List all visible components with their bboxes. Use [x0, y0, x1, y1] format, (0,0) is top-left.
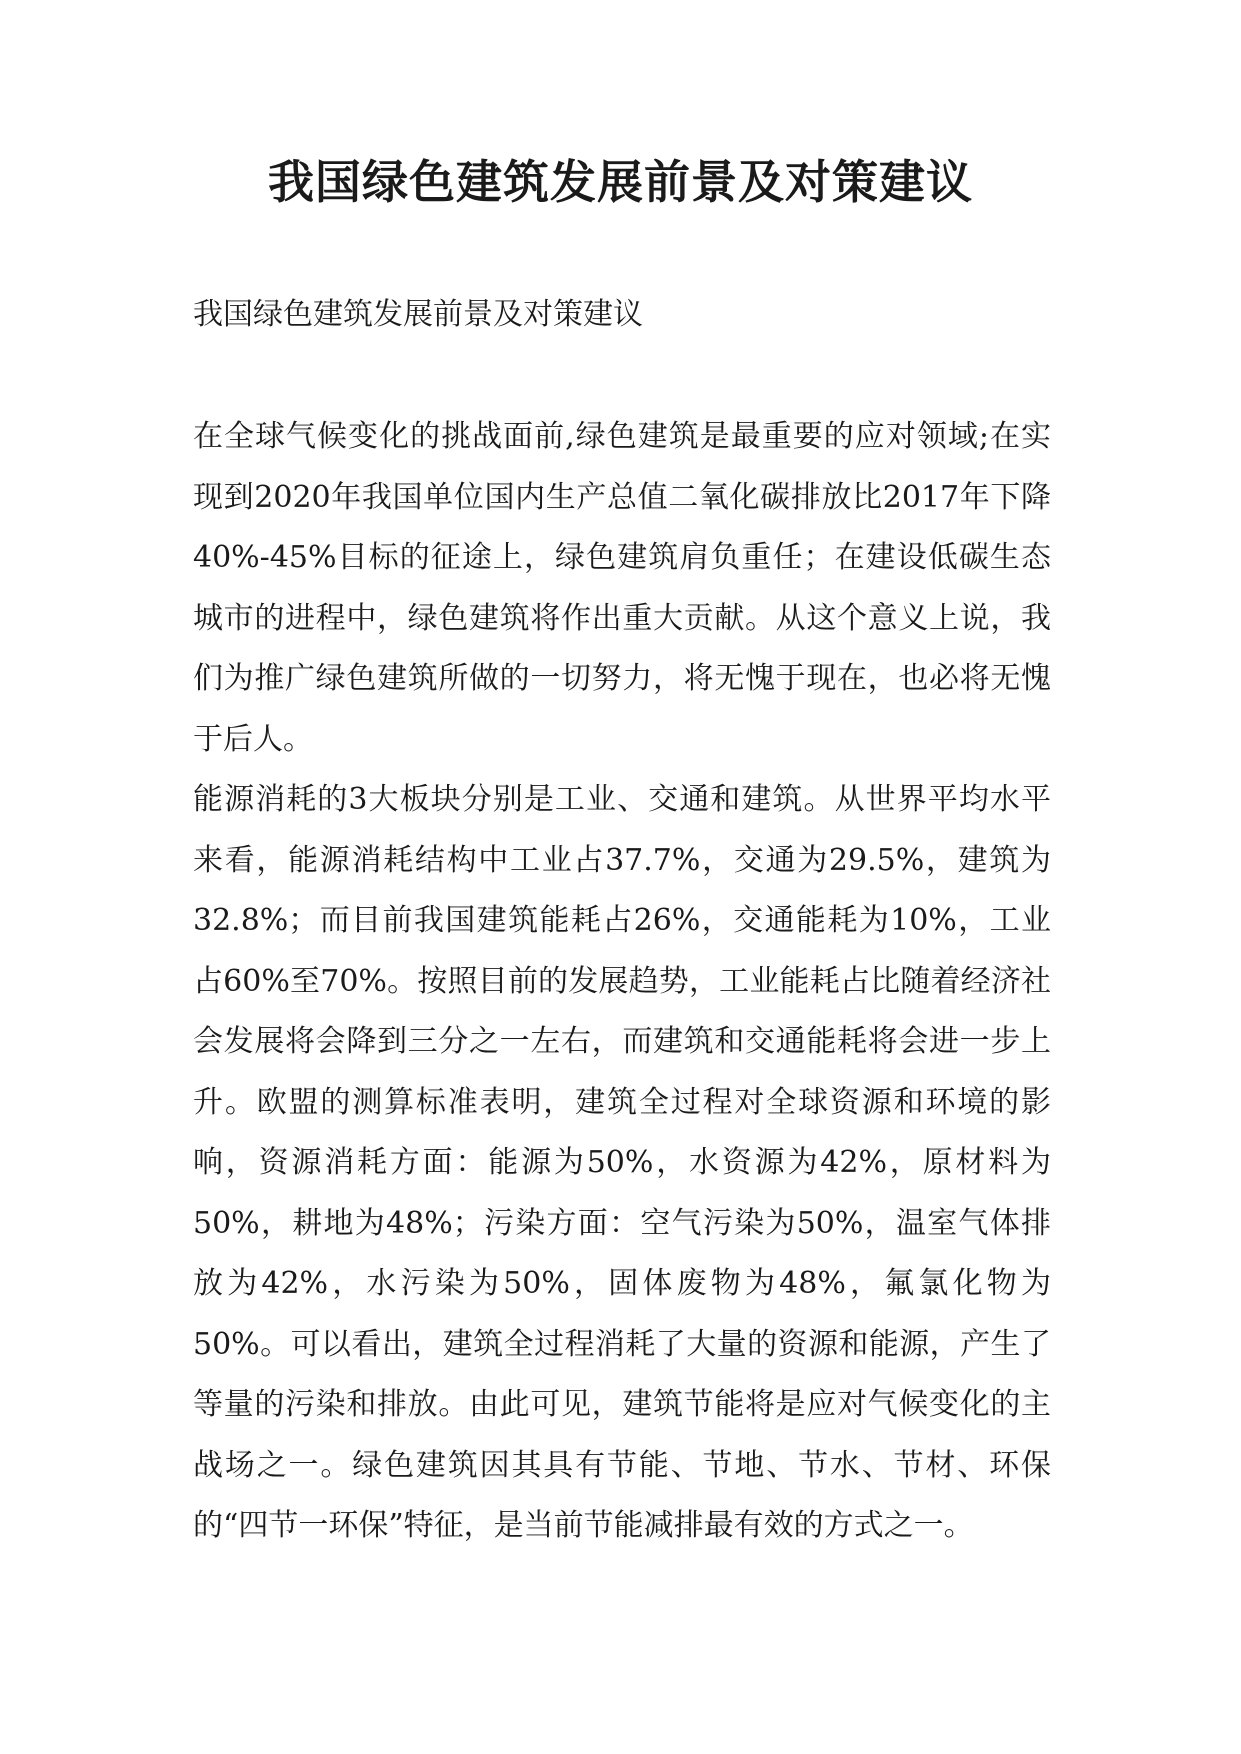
- paragraph-energy: 能源消耗的3大板块分别是工业、交通和建筑。从世界平均水平来看，能源消耗结构中工业占37.7%，交通为29.5%，建筑为32.8%；而目前我国建筑能耗占26%，交通能耗为10%，工业占60%至70%。按照目前的发展趋势，工业能耗占比随着经济社会发展将会降到三分之一左右，而建筑和交通能耗将会进一步上升。欧盟的测算标准表明，建筑全过程对全球资源和环境的影响，资源消耗方面：能源为50%，水资源为42%，原材料为50%，耕地为48%；污染方面：空气污染为50%，温室气体排放为42%，水污染为50%，固体废物为48%，氟氯化物为50%。可以看出，建筑全过程消耗了大量的资源和能源，产生了等量的污染和排放。由此可见，建筑节能将是应对气候变化的主战场之一。绿色建筑因其具有节能、节地、节水、节材、环保的“四节一环保”特征，是当前节能减排最有效的方式之一。: [193, 782, 1051, 1543]
- document-body: [193, 407, 1051, 1557]
- document-title: 我国绿色建筑发展前景及对策建议: [268, 155, 973, 209]
- document-subtitle: 我国绿色建筑发展前景及对策建议: [193, 297, 643, 332]
- paragraph-climate: 在全球气候变化的挑战面前,绿色建筑是最重要的应对领域;在实现到2020年我国单位国内生产总值二氧化碳排放比2017年下降40%-45%目标的征途上，绿色建筑肩负重任；在建设低碳生态城市的进程中，绿色建筑将作出重大贡献。从这个意义上说，我们为推广绿色建筑所做的一切努力，将无愧于现在，也必将无愧于后人。: [193, 419, 1051, 757]
